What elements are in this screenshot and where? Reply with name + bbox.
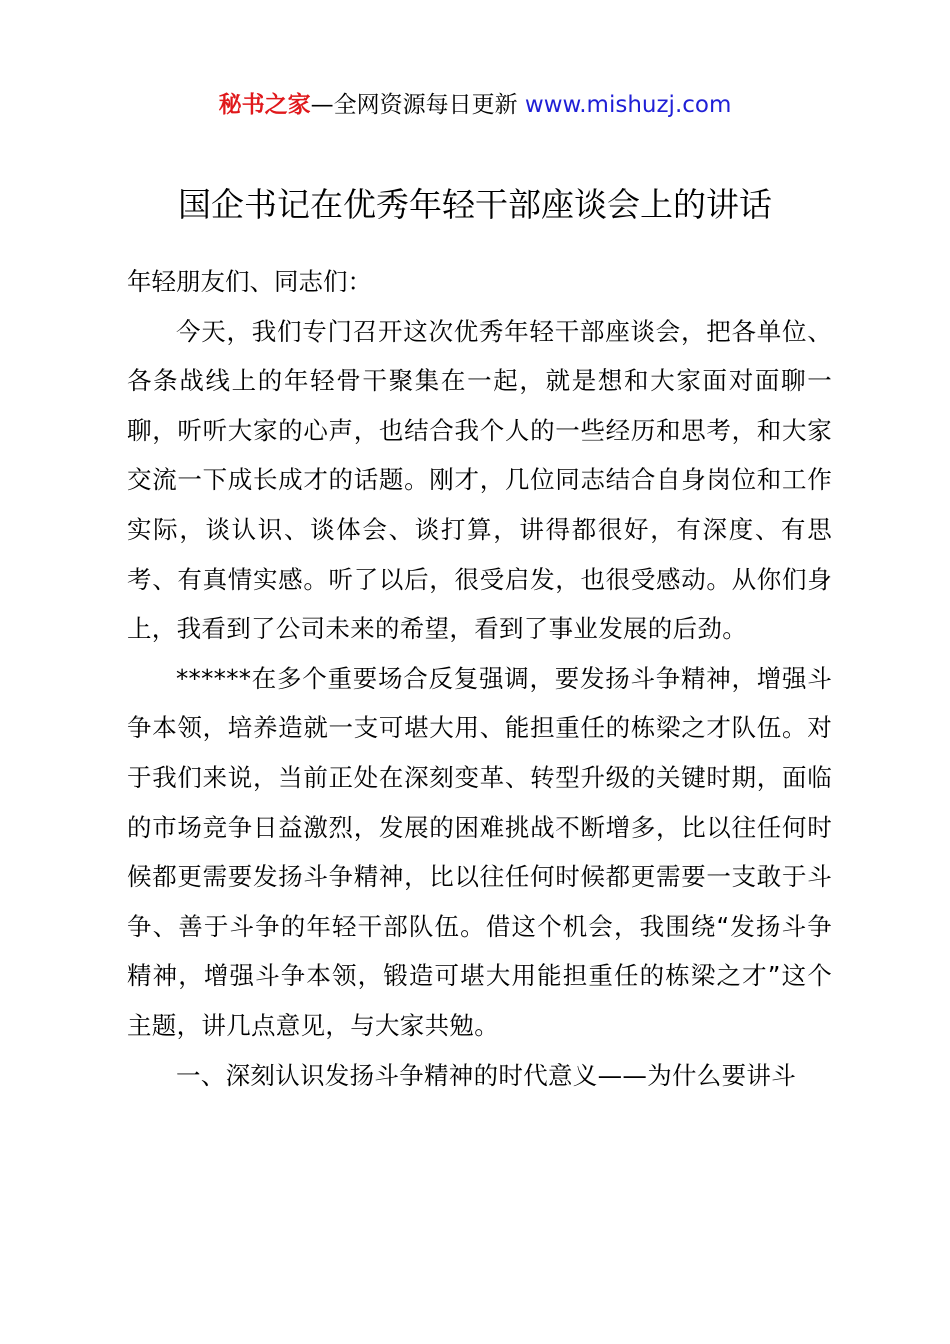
paragraph: ******在多个重要场合反复强调，要发扬斗争精神，增强斗争本领，培养造就一支可堪大用、能担重任的栋梁之才队伍。对于我们来说，当前正处在深刻变革、转型升级的关键时期，面临的市场竞争日益激烈，发展的困难挑战不断增多，比以往任何时候都更需要发扬斗争精神，比以往任何时候都更需要一支敢于斗争、善于斗争的年轻干部队伍。借这个机会，我围绕“发扬斗争精神，增强斗争本领，锻造可堪大用能担重任的栋梁之才”这个主题，讲几点意见，与大家共勉。 [127, 663, 832, 1040]
site-url-link[interactable]: www.mishuzj.com [524, 92, 732, 118]
document-body [127, 257, 832, 1100]
section-heading: 一、深刻认识发扬斗争精神的时代意义——为什么要讲斗 [176, 1060, 796, 1090]
brand-name: 秘书之家 [218, 92, 311, 118]
paragraph: 今天，我们专门召开这次优秀年轻干部座谈会，把各单位、各条战线上的年轻骨干聚集在一起，就是想和大家面对面聊一聊，听听大家的心声，也结合我个人的一些经历和思考，和大家交流一下成长成才的话题。刚才，几位同志结合自身岗位和工作实际，谈认识、谈体会、谈打算，讲得都很好，有深度、有思考、有真情实感。听了以后，很受启发，也很受感动。从你们身上，我看到了公司未来的希望，看到了事业发展的后劲。 [127, 316, 832, 644]
document-title: 国企书记在优秀年轻干部座谈会上的讲话 [178, 185, 772, 224]
site-header [0, 89, 950, 121]
salutation: 年轻朋友们、同志们： [127, 267, 372, 296]
header-tagline: —全网资源每日更新 [310, 92, 518, 118]
